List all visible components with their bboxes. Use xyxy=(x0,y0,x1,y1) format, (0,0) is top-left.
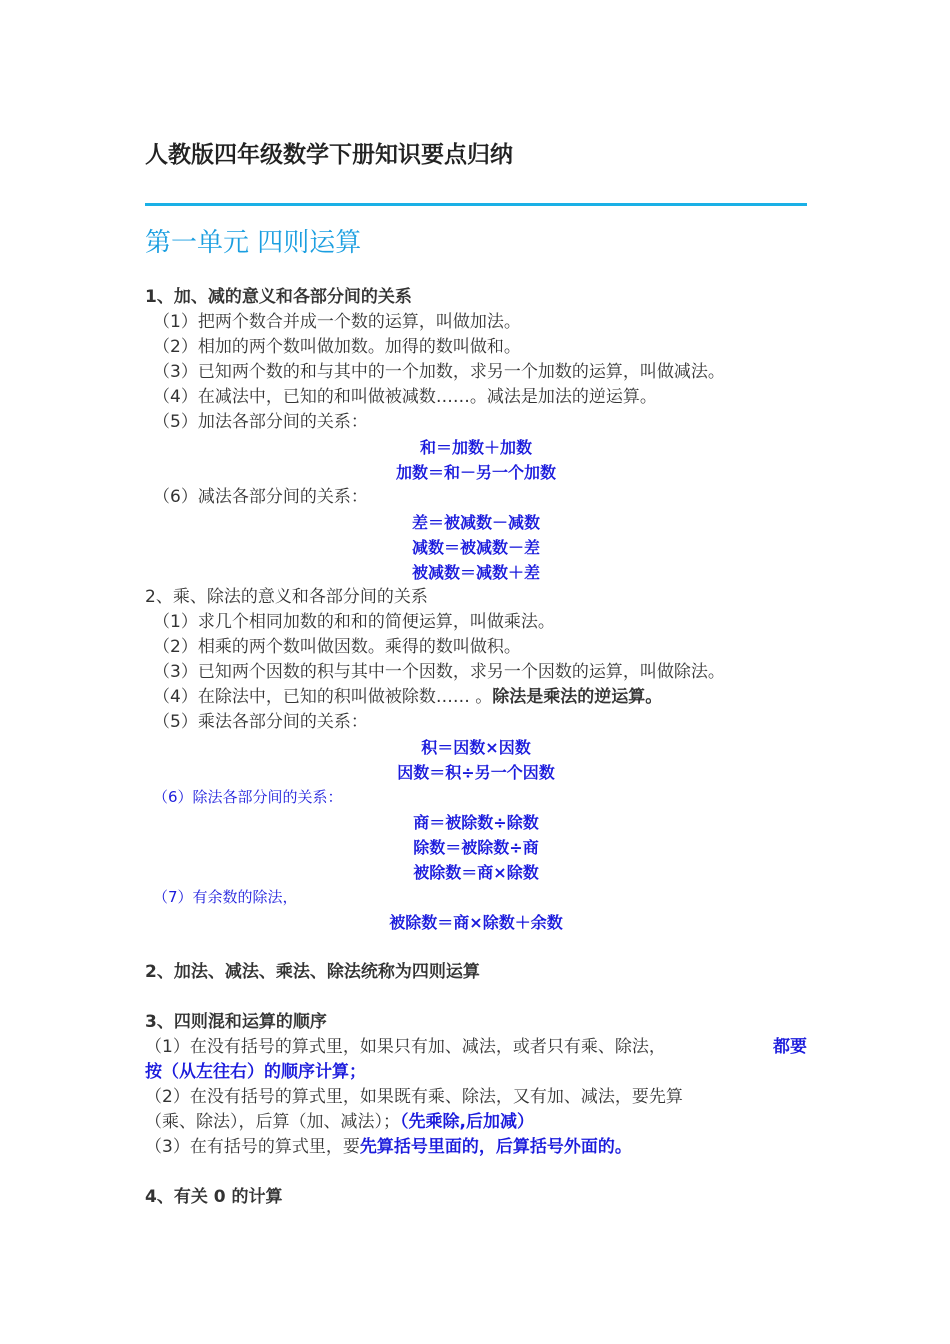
item-text: （4）在除法中，已知的积叫做被除数…… 。 xyxy=(153,687,493,707)
list-item: （3）已知两个数的和与其中的一个加数，求另一个加数的运算，叫做减法。 xyxy=(153,362,725,382)
formula: 被减数＝减数＋差 xyxy=(411,563,540,582)
formula: 商＝被除数÷除数 xyxy=(413,813,539,832)
spacer xyxy=(145,935,807,960)
section-heading: 2、加法、减法、乘法、除法统称为四则运算 xyxy=(145,962,480,982)
list-item: （6）除法各部分间的关系： xyxy=(153,788,343,806)
formula: 除数＝被除数÷商 xyxy=(413,838,539,857)
para-text: （3）在有括号的算式里，要 xyxy=(145,1137,360,1157)
para-emphasis: （先乘除,后加减） xyxy=(400,1112,534,1132)
list-item: （5）乘法各部分间的关系： xyxy=(153,712,368,732)
section-heading: 2、乘、除法的意义和各部分间的关系 xyxy=(145,587,428,607)
formula: 因数＝积÷另一个因数 xyxy=(397,763,555,782)
unit-title: 第一单元 四则运算 xyxy=(145,228,362,258)
paragraph-line xyxy=(145,1135,807,1160)
formula: 差＝被减数－减数 xyxy=(411,513,540,532)
list-item: （2）相乘的两个数叫做因数。乘得的数叫做积。 xyxy=(153,637,521,657)
paragraph-line: （2）在没有括号的算式里，如果既有乘、除法，又有加、减法，要先算 xyxy=(145,1087,683,1107)
formula: 积＝因数×因数 xyxy=(421,738,531,757)
paragraph-line: 按（从左往右）的顺序计算； xyxy=(145,1062,366,1082)
content xyxy=(145,285,807,1210)
paragraph-line xyxy=(145,1035,807,1060)
section-heading: 4、有关 0 的计算 xyxy=(145,1187,283,1207)
spacer xyxy=(145,1160,807,1185)
para-emphasis: 都要 xyxy=(773,1037,807,1057)
page-title: 人教版四年级数学下册知识要点归纳 xyxy=(145,142,513,168)
list-item xyxy=(145,685,807,710)
formula: 被除数＝商×除数＋余数 xyxy=(389,913,563,932)
formula: 被除数＝商×除数 xyxy=(413,863,539,882)
list-item: （2）相加的两个数叫做加数。加得的数叫做和。 xyxy=(153,337,521,357)
para-text: （1）在没有括号的算式里，如果只有加、减法，或者只有乘、除法， xyxy=(145,1037,666,1057)
list-item: （4）在减法中，已知的和叫做被减数……。减法是加法的逆运算。 xyxy=(153,387,657,407)
list-item: （7）有余数的除法， xyxy=(153,888,298,906)
title-divider xyxy=(145,203,807,206)
para-emphasis: 先算括号里面的，后算括号外面的。 xyxy=(359,1137,632,1157)
formula: 减数＝被减数－差 xyxy=(411,538,540,557)
section-heading: 1、加、减的意义和各部分间的关系 xyxy=(145,287,412,307)
list-item: （5）加法各部分间的关系： xyxy=(153,412,368,432)
list-item: （1）求几个相同加数的和和的简便运算，叫做乘法。 xyxy=(153,612,555,632)
list-item: （3）已知两个因数的积与其中一个因数，求另一个因数的运算，叫做除法。 xyxy=(153,662,725,682)
section-heading: 3、四则混和运算的顺序 xyxy=(145,1012,327,1032)
list-item: （1）把两个数合并成一个数的运算，叫做加法。 xyxy=(153,312,521,332)
formula: 加数＝和－另一个加数 xyxy=(395,463,556,482)
paragraph-line xyxy=(145,1110,807,1135)
list-item: （6）减法各部分间的关系： xyxy=(153,487,368,507)
item-emphasis: 除法是乘法的逆运算。 xyxy=(492,687,663,707)
para-text: （乘、除法），后算（加、减法）； xyxy=(145,1112,400,1132)
spacer xyxy=(145,985,807,1010)
formula: 和＝加数＋加数 xyxy=(419,438,532,457)
